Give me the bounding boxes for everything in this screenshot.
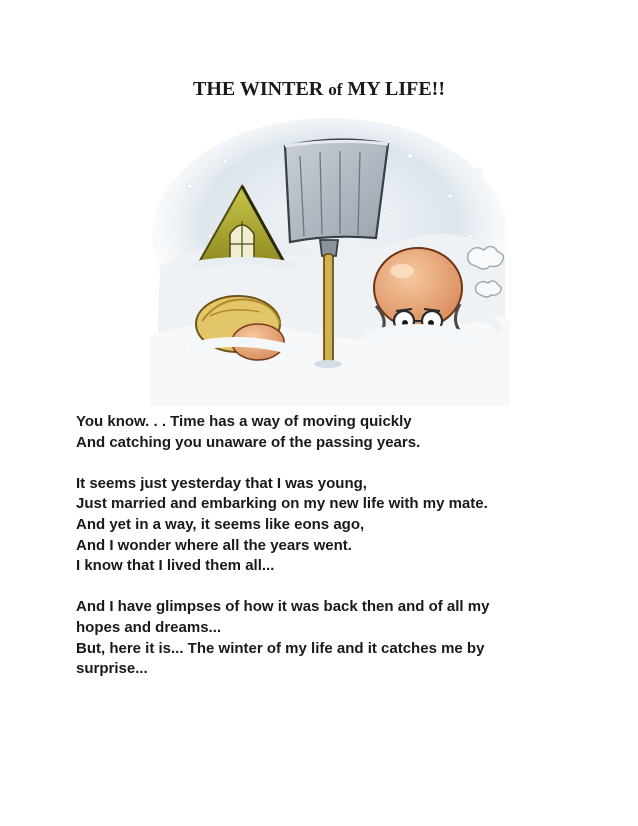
poem-line: And I have glimpses of how it was back then and of all my xyxy=(76,598,490,616)
poem-line: I know that I lived them all... xyxy=(76,557,275,575)
poem-line: And yet in a way, it seems like eons ago, xyxy=(76,515,365,533)
poem-line: surprise... xyxy=(76,660,148,678)
stanza-2 xyxy=(76,474,576,577)
title-part-1: THE WINTER xyxy=(193,78,329,100)
poem-line: And catching you unaware of the passing years. xyxy=(76,433,421,451)
title-part-3: MY LIFE!! xyxy=(342,78,445,100)
poem-line: But, here it is... The winter of my life and it catches me by xyxy=(76,639,485,657)
poem-line: Just married and embarking on my new life with my mate. xyxy=(76,495,488,513)
winter-couple-illustration xyxy=(150,116,510,406)
stanza-1 xyxy=(76,412,576,453)
poem-line: You know. . . Time has a way of moving quickly xyxy=(76,413,412,430)
page-title xyxy=(0,78,638,101)
stanza-3 xyxy=(76,597,576,679)
poem-line: hopes and dreams... xyxy=(76,618,222,636)
title-part-2: of xyxy=(328,80,343,99)
poem-line: It seems just yesterday that I was young, xyxy=(76,474,367,492)
poem-line: And I wonder where all the years went. xyxy=(76,536,352,554)
poem-body xyxy=(76,412,576,700)
